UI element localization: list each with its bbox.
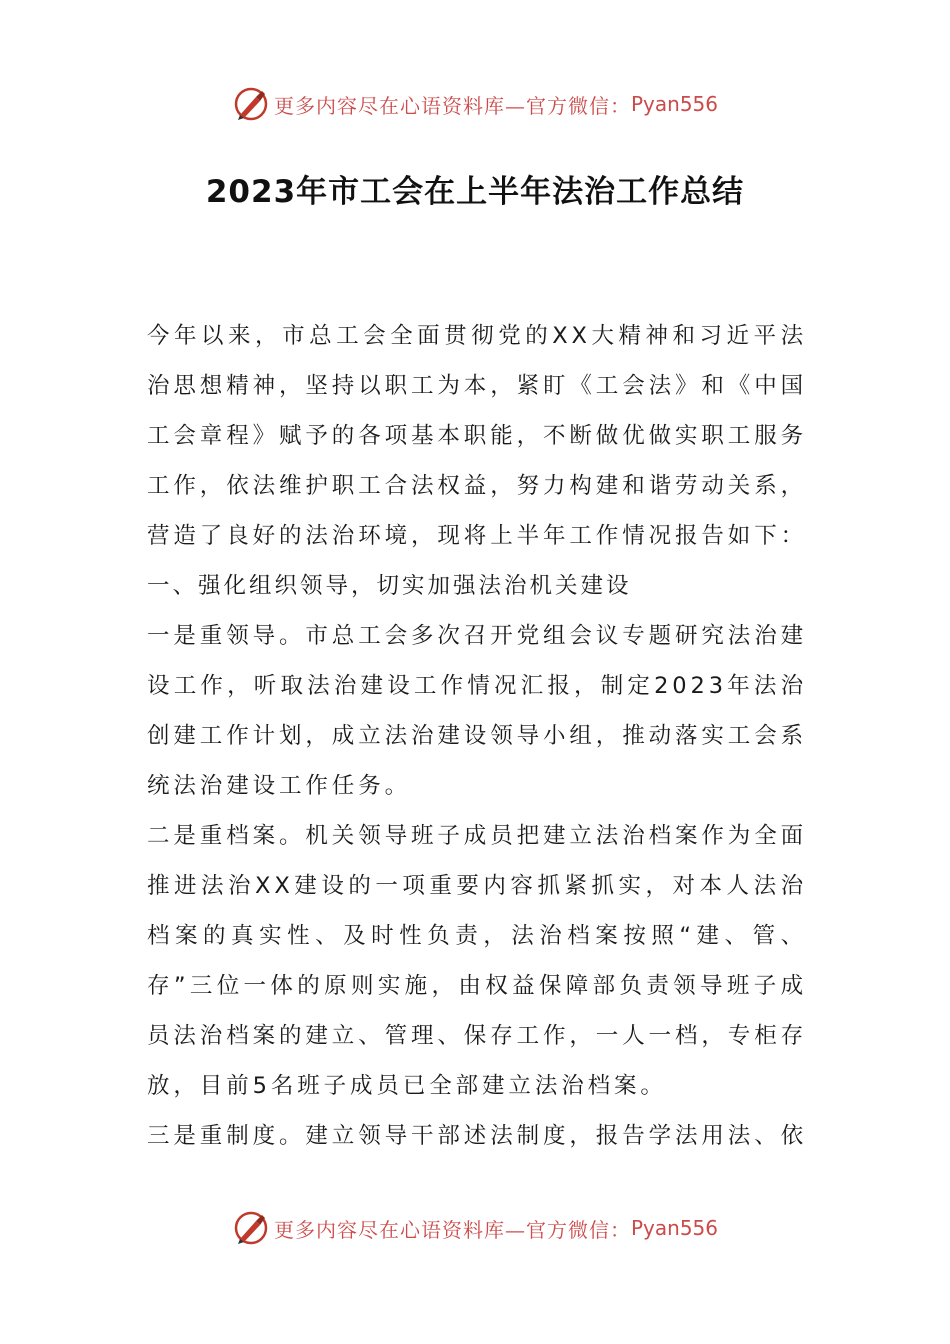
- footer-banner: [0, 1206, 950, 1250]
- banner-text: 更多内容尽在心语资料库—官方微信：: [273, 93, 631, 118]
- document-body: [147, 311, 807, 1161]
- header-banner: [0, 82, 950, 126]
- banner-wechat-id: Pyan556: [630, 92, 718, 116]
- document-title: 2023年市工会在上半年法治工作总结: [205, 174, 745, 210]
- point-paragraph-2: 二是重档案。机关领导班子成员把建立法治档案作为全面推进法治XX建设的一项重要内容抓紧抓实，对本人法治档案的真实性、及时性负责，法治档案按照“建、管、存”三位一体的原则实施，由权益保障部负责领导班子成员法治档案的建立、管理、保存工作，一人一档，专柜存放，目前5名班子成员已全部建立法治档案。: [147, 823, 808, 1099]
- banner-wechat-id: Pyan556: [630, 1216, 718, 1240]
- section-heading: 一、强化组织领导，切实加强法治机关建设: [147, 573, 632, 599]
- pen-nib-logo-icon: [232, 85, 270, 123]
- point-paragraph-1: 一是重领导。市总工会多次召开党组会议专题研究法治建设工作，听取法治建设工作情况汇报，制定2023年法治创建工作计划，成立法治建设领导小组，推动落实工会系统法治建设工作任务。: [147, 623, 808, 799]
- banner-text: 更多内容尽在心语资料库—官方微信：: [273, 1217, 631, 1242]
- point-paragraph-3: 三是重制度。建立领导干部述法制度，报告学法用法、依: [147, 1123, 808, 1149]
- pen-nib-logo-icon: [232, 1209, 270, 1247]
- intro-paragraph: 今年以来，市总工会全面贯彻党的XX大精神和习近平法治思想精神，坚持以职工为本，紧盯《工会法》和《中国工会章程》赋予的各项基本职能，不断做优做实职工服务工作，依法维护职工合法权益，努力构建和谐劳动关系，营造了良好的法治环境，现将上半年工作情况报告如下：: [147, 323, 808, 549]
